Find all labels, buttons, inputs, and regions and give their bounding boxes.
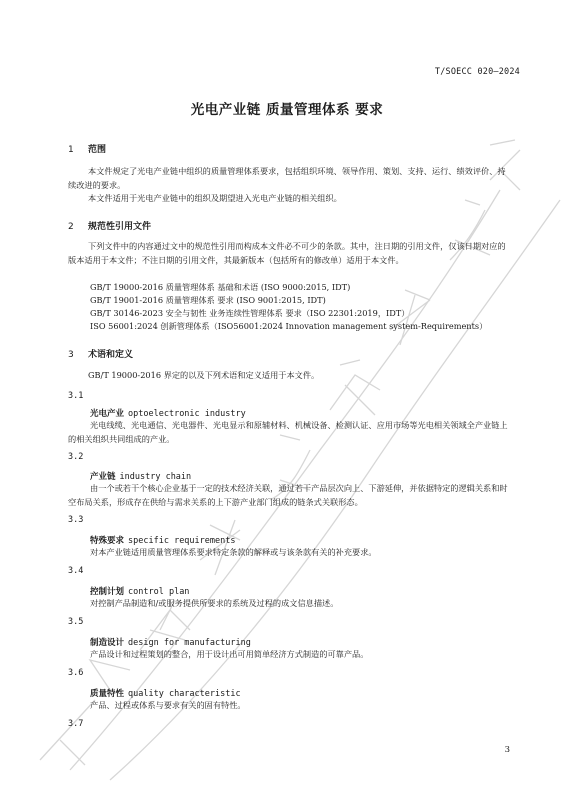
page-number: 3 bbox=[504, 745, 510, 755]
section-number: 2 bbox=[68, 222, 74, 232]
term-number: 3.3 bbox=[68, 515, 84, 525]
term-definition: 对控制产品制造和/或服务提供所要求的系统及过程的成文信息描述。 bbox=[90, 598, 339, 608]
section-title: 术语和定义 bbox=[88, 350, 134, 360]
scope-paragraph-1: 本文件规定了光电产业链中组织的质量管理体系要求，包括组织环境、领导作用、策划、支持、运行、绩效评价、持续改进的要求。 bbox=[68, 166, 506, 190]
term-definition: 由一个或若干个核心企业基于一定的技术经济关联，通过若干产品层次向上、下游延伸，并依据特定的逻辑关系和时空布局关系，形成存在供给与需求关系的上下游产业部门组成的链条式关联形态。 bbox=[68, 483, 508, 507]
term-definition: 光电线缆、光电通信、光电器件、光电显示和原辅材料、机械设备、检测认证、应用市场等光电相关领域全产业链上的相关组织共同组成的产业。 bbox=[68, 420, 508, 444]
term-en: quality characteristic bbox=[128, 689, 241, 699]
reference-item: GB/T 19001-2016 质量管理体系 要求 (ISO 9001:2015, IDT) bbox=[90, 295, 326, 305]
section-number: 1 bbox=[68, 145, 74, 155]
section-title: 规范性引用文件 bbox=[88, 222, 152, 232]
term-heading bbox=[90, 470, 191, 482]
term-cn: 光电产业 bbox=[90, 409, 125, 419]
term-cn: 产业链 bbox=[90, 472, 116, 482]
reference-item: GB/T 30146-2023 安全与韧性 业务连续性管理体系 要求（ISO 22301:2019，IDT） bbox=[90, 308, 410, 318]
section-number: 3 bbox=[68, 350, 74, 360]
reference-item: GB/T 19000-2016 质量管理体系 基础和术语 (ISO 9000:2015, IDT) bbox=[90, 282, 351, 292]
reference-item: ISO 56001:2024 创新管理体系（ISO56001:2024 Innovation management system-Requirements） bbox=[90, 321, 488, 331]
term-cn: 控制计划 bbox=[90, 587, 125, 597]
section-heading-normative-references bbox=[68, 219, 151, 232]
section-heading-scope bbox=[68, 142, 106, 155]
term-number: 3.2 bbox=[68, 452, 84, 462]
term-en: control plan bbox=[128, 587, 190, 597]
term-number: 3.7 bbox=[68, 719, 84, 729]
term-number: 3.4 bbox=[68, 566, 84, 576]
page-title: 光电产业链 质量管理体系 要求 bbox=[190, 102, 384, 118]
term-definition: 产品、过程或体系与要求有关的固有特性。 bbox=[90, 700, 246, 710]
references-intro: 下列文件中的内容通过文中的规范性引用而构成本文件必不可少的条款。其中，注日期的引用文件，仅该日期对应的版本适用于本文件；不注日期的引用文件，其最新版本（包括所有的修改单）适用于本文件。 bbox=[68, 241, 506, 265]
term-heading bbox=[90, 636, 251, 648]
term-en: industry chain bbox=[119, 472, 192, 482]
scope-paragraph-2: 本文件适用于光电产业链中的组织及期望进入光电产业链的相关组织。 bbox=[88, 193, 342, 203]
term-heading bbox=[90, 585, 189, 597]
term-en: design for manufacturing bbox=[128, 638, 251, 648]
term-cn: 质量特性 bbox=[90, 689, 125, 699]
term-heading bbox=[90, 534, 235, 546]
term-en: specific requirements bbox=[128, 536, 236, 546]
term-number: 3.1 bbox=[68, 391, 84, 401]
section-heading-terms bbox=[68, 347, 133, 360]
term-number: 3.6 bbox=[68, 668, 84, 678]
document-code: T/SOECC 020—2024 bbox=[434, 67, 520, 77]
term-definition: 对本产业链适用质量管理体系要求特定条款的解释或与该条款有关的补充要求。 bbox=[90, 547, 377, 557]
term-heading bbox=[90, 407, 246, 419]
term-number: 3.5 bbox=[68, 617, 84, 627]
term-definition: 产品设计和过程策划的整合，用于设计出可用简单经济方式制造的可靠产品。 bbox=[90, 649, 369, 659]
section-title: 范围 bbox=[88, 145, 107, 155]
term-heading bbox=[90, 687, 241, 699]
term-cn: 特殊要求 bbox=[90, 536, 125, 546]
terms-intro: GB/T 19000-2016 界定的以及下列术语和定义适用于本文件。 bbox=[88, 370, 320, 380]
term-en: optoelectronic industry bbox=[128, 409, 246, 419]
term-cn: 制造设计 bbox=[90, 638, 125, 648]
